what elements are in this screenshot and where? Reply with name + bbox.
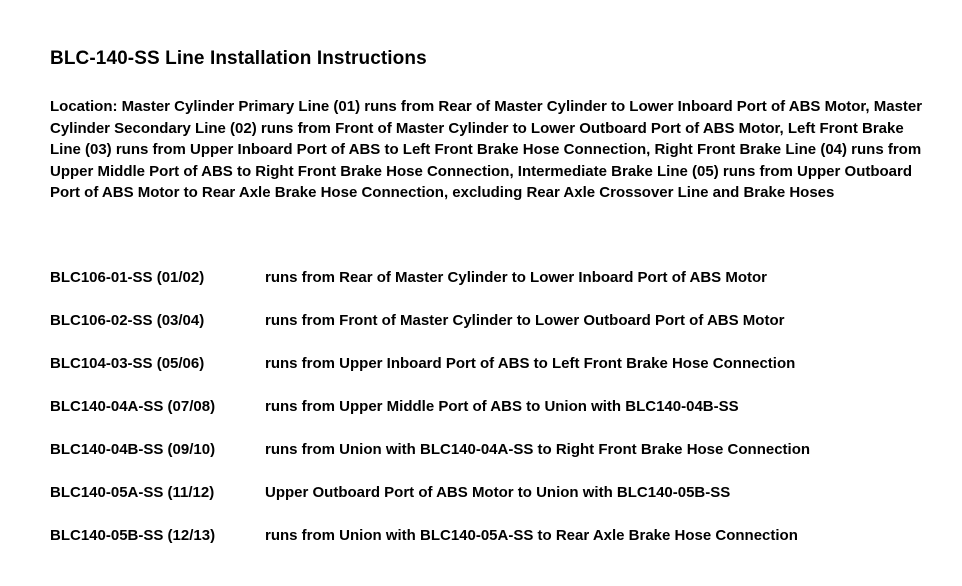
part-description: runs from Upper Middle Port of ABS to Union with BLC140-04B-SS bbox=[265, 398, 739, 415]
part-row bbox=[50, 482, 930, 525]
part-description: Upper Outboard Port of ABS Motor to Union with BLC140-05B-SS bbox=[265, 484, 731, 501]
part-number: BLC104-03-SS (05/06) bbox=[50, 355, 205, 372]
part-number: BLC106-02-SS (03/04) bbox=[50, 312, 205, 329]
part-number: BLC140-05A-SS (11/12) bbox=[50, 484, 215, 501]
part-number: BLC140-05B-SS (12/13) bbox=[50, 527, 216, 544]
part-row bbox=[50, 396, 930, 439]
part-row bbox=[50, 525, 930, 568]
part-row bbox=[50, 439, 930, 482]
part-number: BLC140-04A-SS (07/08) bbox=[50, 398, 216, 415]
part-description: runs from Union with BLC140-04A-SS to Right Front Brake Hose Connection bbox=[265, 441, 811, 458]
instruction-page bbox=[50, 0, 930, 586]
part-number: BLC106-01-SS (01/02) bbox=[50, 269, 205, 286]
part-description: runs from Rear of Master Cylinder to Lower Inboard Port of ABS Motor bbox=[265, 269, 767, 286]
part-number: BLC140-04B-SS (09/10) bbox=[50, 441, 216, 458]
part-row bbox=[50, 310, 930, 353]
part-row bbox=[50, 267, 930, 310]
parts-list bbox=[50, 267, 930, 568]
part-row bbox=[50, 353, 930, 396]
document-title: BLC-140-SS Line Installation Instructions bbox=[50, 48, 427, 69]
part-description: runs from Front of Master Cylinder to Lower Outboard Port of ABS Motor bbox=[265, 312, 785, 329]
part-description: runs from Upper Inboard Port of ABS to Left Front Brake Hose Connection bbox=[265, 355, 796, 372]
part-description: runs from Union with BLC140-05A-SS to Rear Axle Brake Hose Connection bbox=[265, 527, 798, 544]
location-paragraph: Location: Master Cylinder Primary Line (01) runs from Rear of Master Cylinder to Lower Inboard Port of ABS Motor, Master Cylinder Secondary Line (02) runs from Front of Master Cylinder to Lower Outboard Port of ABS Motor, Left Front Brake Line (03) runs from Upper Inboard Port of ABS to Left Front Brake Hose Connection, Right Front Brake Line (04) runs from Upper Middle Port of ABS to Right Front Brake Hose Connection, Intermediate Brake Line (05) runs from Upper Outboard Port of ABS Motor to Rear Axle Brake Hose Connection, excluding Rear Axle Crossover Line and Brake Hoses bbox=[50, 98, 923, 201]
